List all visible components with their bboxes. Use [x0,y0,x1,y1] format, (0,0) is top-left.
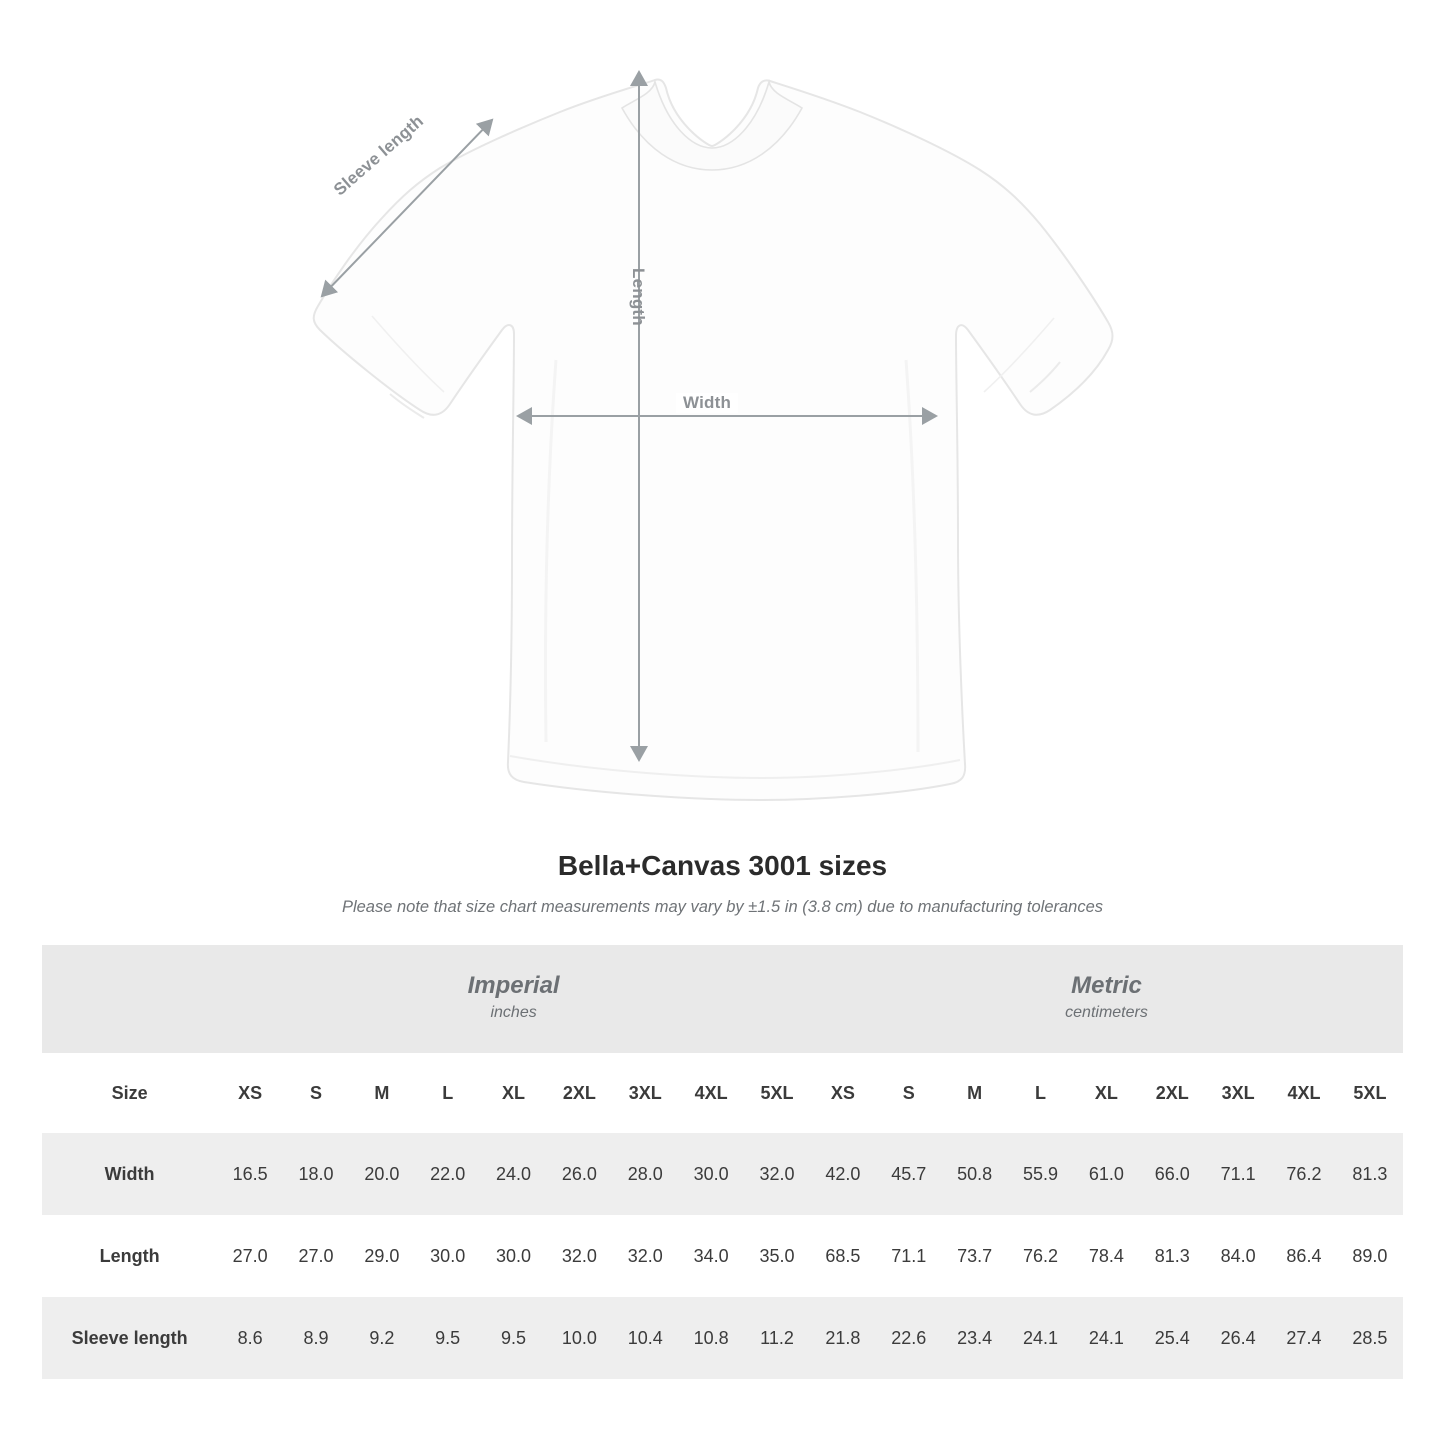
cell: 61.0 [1073,1133,1139,1215]
cell: 29.0 [349,1215,415,1297]
imperial-unit: inches [490,1004,537,1021]
metric-unit: centimeters [1065,1004,1148,1021]
cell: 86.4 [1271,1215,1337,1297]
column-header: 4XL [678,1053,744,1133]
cell: 9.5 [481,1297,547,1379]
metric-title: Metric [1071,972,1142,1000]
table-row [42,1133,1403,1215]
cell: 9.2 [349,1297,415,1379]
cell: 27.0 [283,1215,349,1297]
cell: 42.0 [810,1133,876,1215]
size-table [42,945,1403,1379]
column-header: 5XL [1337,1053,1403,1133]
cell: 45.7 [876,1133,942,1215]
chart-heading [0,850,1445,917]
cell: 10.4 [612,1297,678,1379]
cell: 22.6 [876,1297,942,1379]
unit-band-spacer [42,945,217,1053]
cell: 24.0 [481,1133,547,1215]
cell: 32.0 [612,1215,678,1297]
imperial-group-header [217,945,810,1053]
cell: 30.0 [481,1215,547,1297]
cell: 30.0 [415,1215,481,1297]
cell: 55.9 [1008,1133,1074,1215]
cell: 78.4 [1073,1215,1139,1297]
column-header: XL [1073,1053,1139,1133]
unit-band-row [42,945,1403,1053]
tolerance-note: Please note that size chart measurements may vary by ±1.5 in (3.8 cm) due to manufacturing tolerances [341,898,1104,916]
table-row [42,1297,1403,1379]
cell: 16.5 [217,1133,283,1215]
cell: 8.9 [283,1297,349,1379]
column-header: L [415,1053,481,1133]
size-table-wrapper [42,945,1403,1379]
cell: 24.1 [1073,1297,1139,1379]
cell: 10.0 [546,1297,612,1379]
cell: 73.7 [942,1215,1008,1297]
cell: 35.0 [744,1215,810,1297]
column-header: 2XL [546,1053,612,1133]
cell: 24.1 [1008,1297,1074,1379]
size-header-cell: Size [42,1053,217,1133]
cell: 34.0 [678,1215,744,1297]
page-title: Bella+Canvas 3001 sizes [557,850,888,881]
cell: 27.4 [1271,1297,1337,1379]
cell: 76.2 [1008,1215,1074,1297]
column-header: XS [217,1053,283,1133]
row-header-sleeve-length: Sleeve length [42,1297,217,1379]
column-header: XS [810,1053,876,1133]
cell: 25.4 [1139,1297,1205,1379]
column-header: M [349,1053,415,1133]
cell: 20.0 [349,1133,415,1215]
imperial-title: Imperial [467,972,560,1000]
tshirt-shape [314,79,1113,800]
cell: 81.3 [1139,1215,1205,1297]
column-header: XL [481,1053,547,1133]
cell: 22.0 [415,1133,481,1215]
cell: 9.5 [415,1297,481,1379]
column-header: S [283,1053,349,1133]
cell: 10.8 [678,1297,744,1379]
cell: 26.0 [546,1133,612,1215]
row-header-length: Length [42,1215,217,1297]
cell: 11.2 [744,1297,810,1379]
column-header: 2XL [1139,1053,1205,1133]
cell: 18.0 [283,1133,349,1215]
cell: 71.1 [1205,1133,1271,1215]
length-label: Length [629,268,648,326]
cell: 27.0 [217,1215,283,1297]
cell: 23.4 [942,1297,1008,1379]
cell: 89.0 [1337,1215,1403,1297]
cell: 28.0 [612,1133,678,1215]
metric-group-header [810,945,1403,1053]
table-header-row [42,1053,1403,1133]
column-header: 5XL [744,1053,810,1133]
cell: 71.1 [876,1215,942,1297]
column-header: 3XL [612,1053,678,1133]
cell: 8.6 [217,1297,283,1379]
column-header: L [1008,1053,1074,1133]
cell: 32.0 [546,1215,612,1297]
cell: 84.0 [1205,1215,1271,1297]
cell: 76.2 [1271,1133,1337,1215]
cell: 32.0 [744,1133,810,1215]
width-label: Width [676,393,738,413]
cell: 66.0 [1139,1133,1205,1215]
cell: 50.8 [942,1133,1008,1215]
cell: 81.3 [1337,1133,1403,1215]
cell: 30.0 [678,1133,744,1215]
table-row [42,1215,1403,1297]
row-header-width: Width [42,1133,217,1215]
column-header: 4XL [1271,1053,1337,1133]
cell: 26.4 [1205,1297,1271,1379]
sleeve-length-label: Sleeve length [330,111,428,200]
cell: 68.5 [810,1215,876,1297]
cell: 28.5 [1337,1297,1403,1379]
column-header: M [942,1053,1008,1133]
column-header: S [876,1053,942,1133]
cell: 21.8 [810,1297,876,1379]
column-header: 3XL [1205,1053,1271,1133]
